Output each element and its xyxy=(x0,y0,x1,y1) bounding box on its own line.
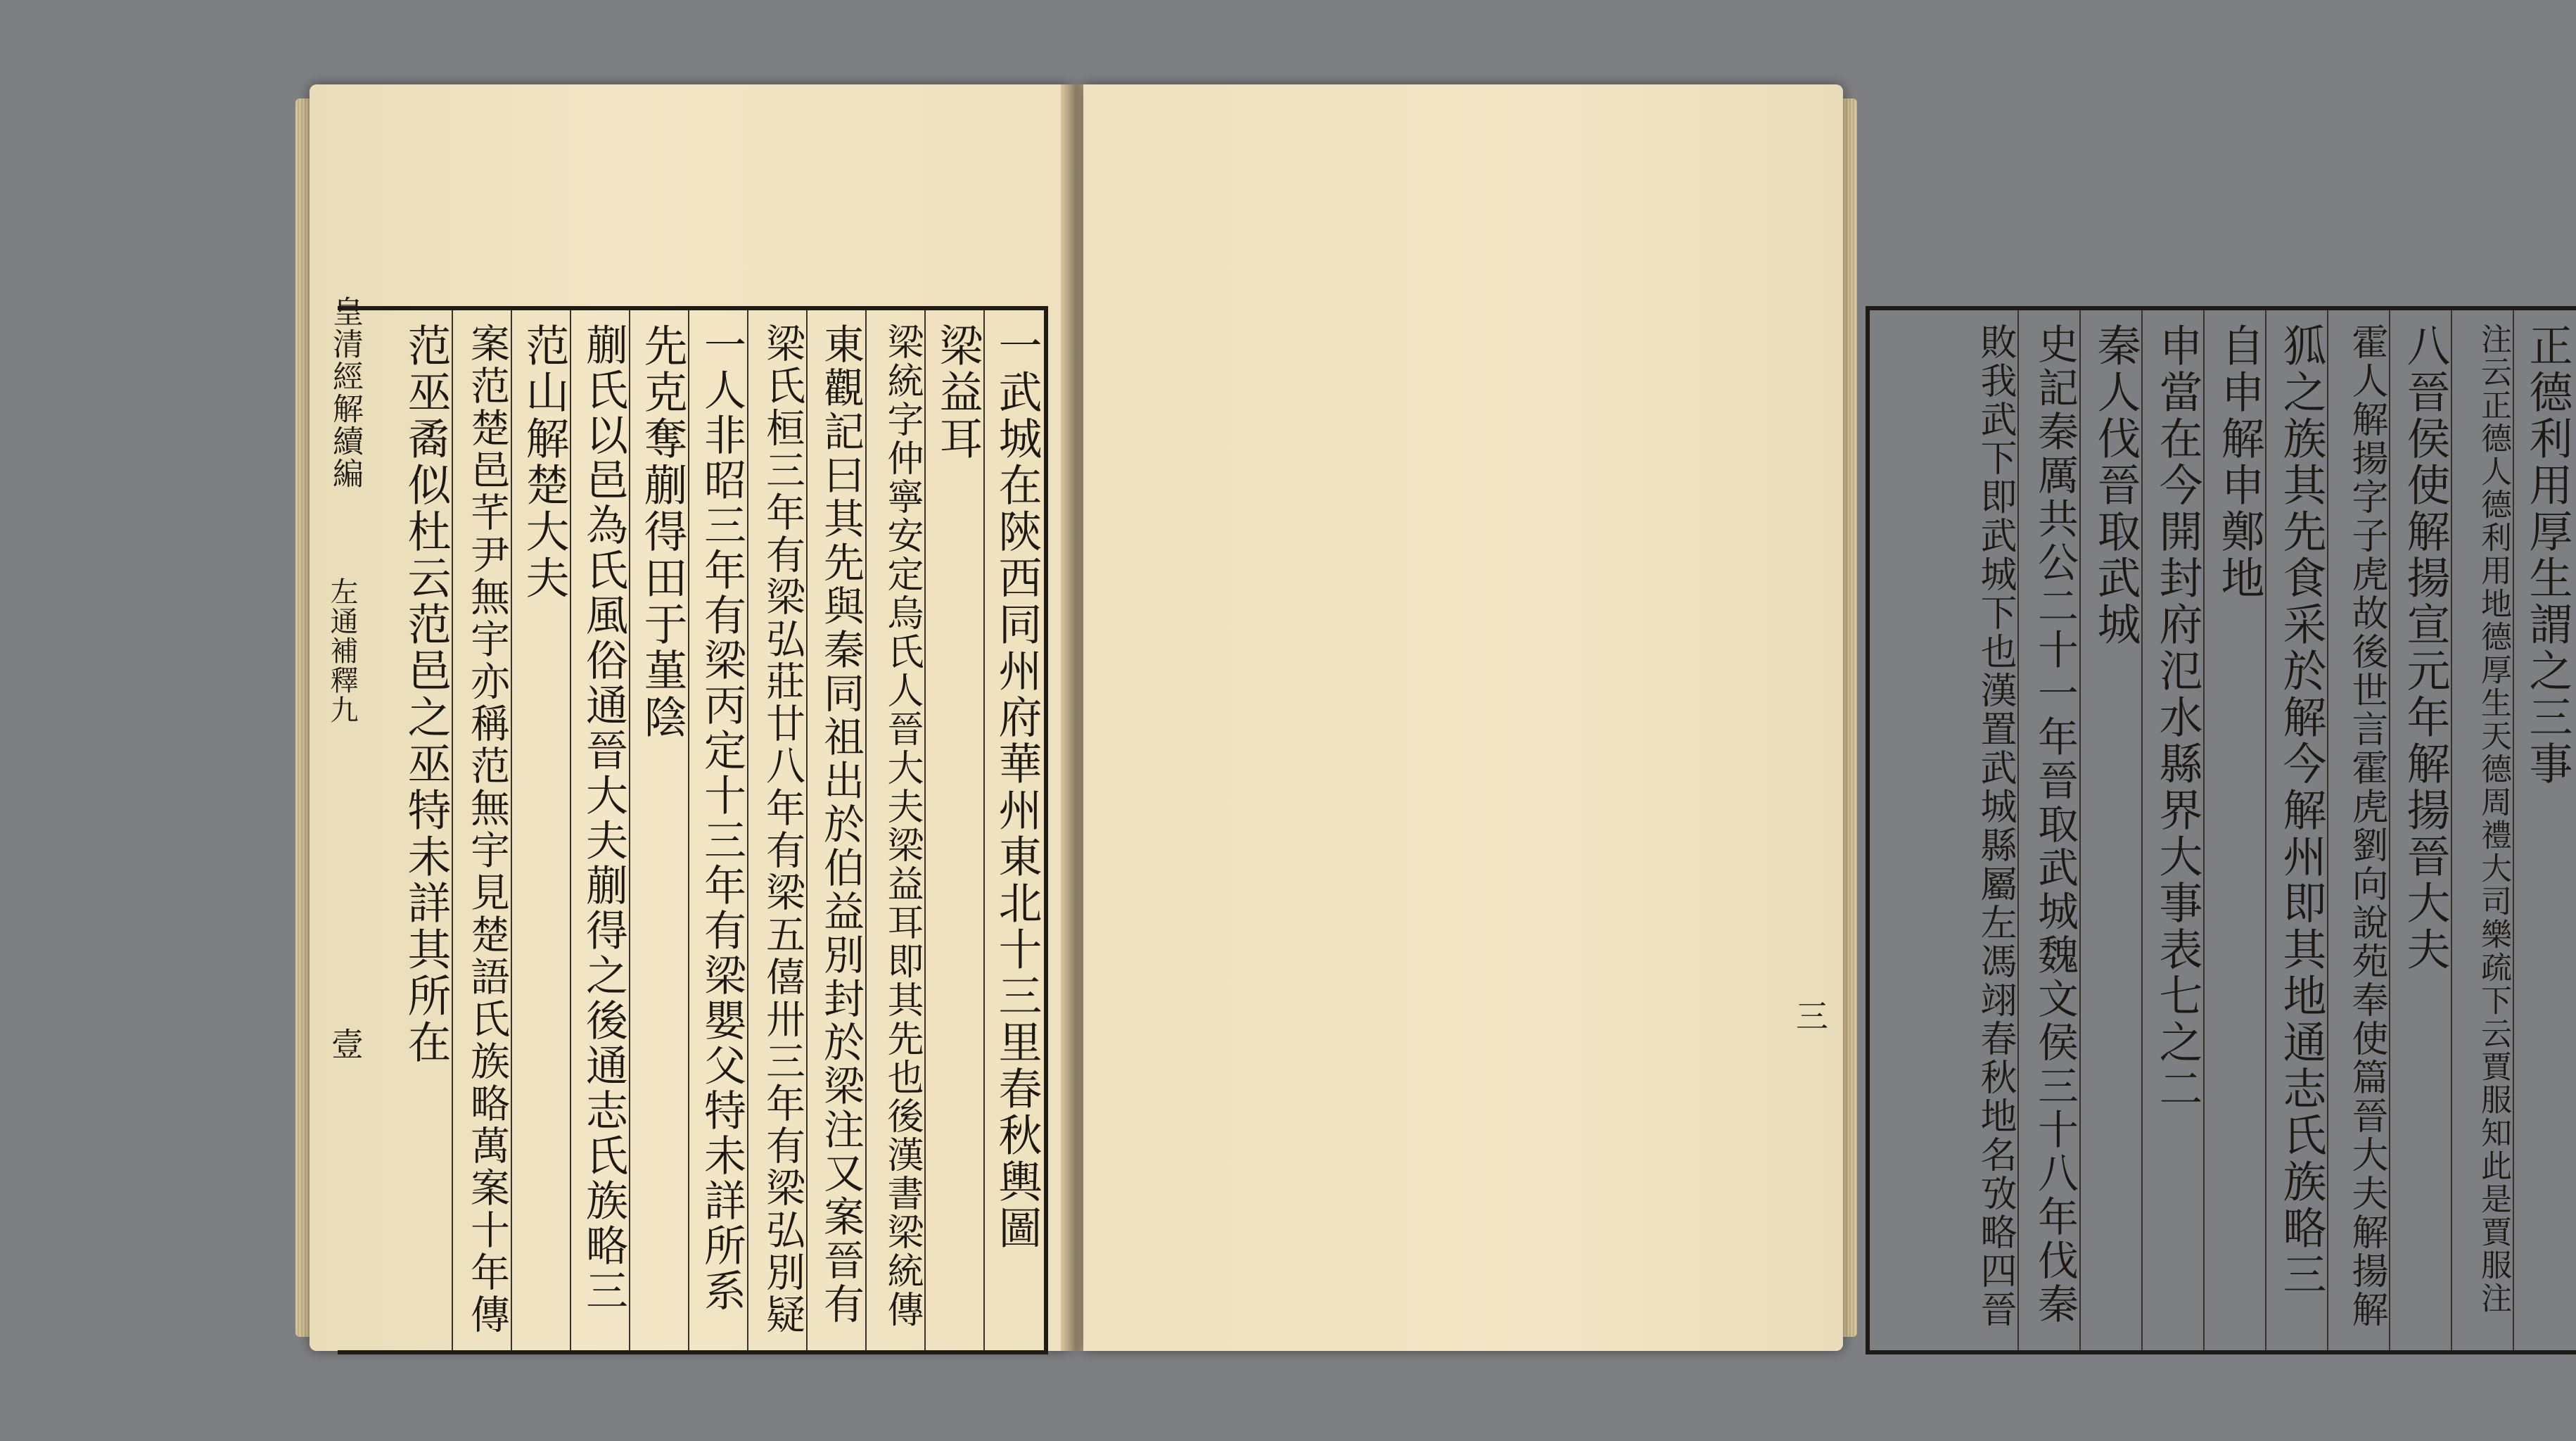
text-column: 正德利用厚生謂之三事 xyxy=(2522,323,2573,787)
right-page xyxy=(1083,84,2573,1351)
text-column: 注云正德人德利用地德厚生天德周禮大司樂疏下云賈服知此是賈服注 xyxy=(2475,323,2511,1315)
text-column: 蒯氏以邑為氏風俗通晉大夫蒯得之後通志氏族略三 xyxy=(579,323,628,1314)
right-text-frame xyxy=(1866,306,2576,1354)
section-margin: 左通補釋九 xyxy=(326,577,358,725)
text-column: 敗我武下即武城下也漢置武城縣屬左馮翊春秋地名攷略四晉 xyxy=(1974,323,2016,1329)
text-column: 申當在今開封府氾水縣界大事表七之二 xyxy=(2152,323,2203,1112)
text-column: 自申解申鄭地 xyxy=(2214,323,2265,602)
open-book xyxy=(310,84,2573,1365)
text-column: 東觀記曰其先與秦同祖出於伯益別封於梁注又案晉有 xyxy=(817,323,865,1326)
text-column: 先克奪蒯得田于堇陰 xyxy=(637,323,688,741)
text-column: 一人非昭三年有梁丙定十三年有梁嬰父特未詳所系 xyxy=(697,323,746,1314)
page-number-left: 壹 xyxy=(326,1027,364,1060)
book-title-margin: 皇清經解續編 xyxy=(327,296,363,490)
text-column: 案范楚邑芊尹無宇亦稱范無宇見楚語氏族略萬案十年傳 xyxy=(464,323,510,1336)
text-column: 梁統字仲寧安定烏氏人晉大夫梁益耳即其先也後漢書梁統傳 xyxy=(881,323,923,1329)
text-column: 梁氏桓三年有梁弘莊廿八年有梁五僖卅三年有梁弘別疑 xyxy=(760,323,805,1336)
text-column: 秦人伐晉取武城 xyxy=(2090,323,2141,648)
text-column: 八晉侯使解揚宣元年解揚晉大夫 xyxy=(2399,323,2451,973)
page-number-right: 三 xyxy=(1791,999,1829,1031)
text-column: 一武城在陝西同州府華州東北十三里春秋輿圖 xyxy=(991,323,1042,1252)
text-column: 范山解楚大夫 xyxy=(518,323,570,602)
text-column: 范巫矞似杜云范邑之巫特未詳其所在 xyxy=(400,323,452,1066)
left-text-frame xyxy=(338,306,1048,1354)
text-column: 狐之族其先食采於解今解州即其地通志氏族略三 xyxy=(2276,323,2327,1298)
text-column: 史記秦厲共公二十一年晉取武城魏文侯三十八年伐秦 xyxy=(2031,323,2079,1326)
text-column: 梁益耳 xyxy=(932,323,983,462)
text-column: 霍人解揚字子虎故後世言霍虎劉向說苑奉使篇晉大夫解揚解 xyxy=(2345,323,2387,1329)
left-page xyxy=(310,84,1069,1351)
